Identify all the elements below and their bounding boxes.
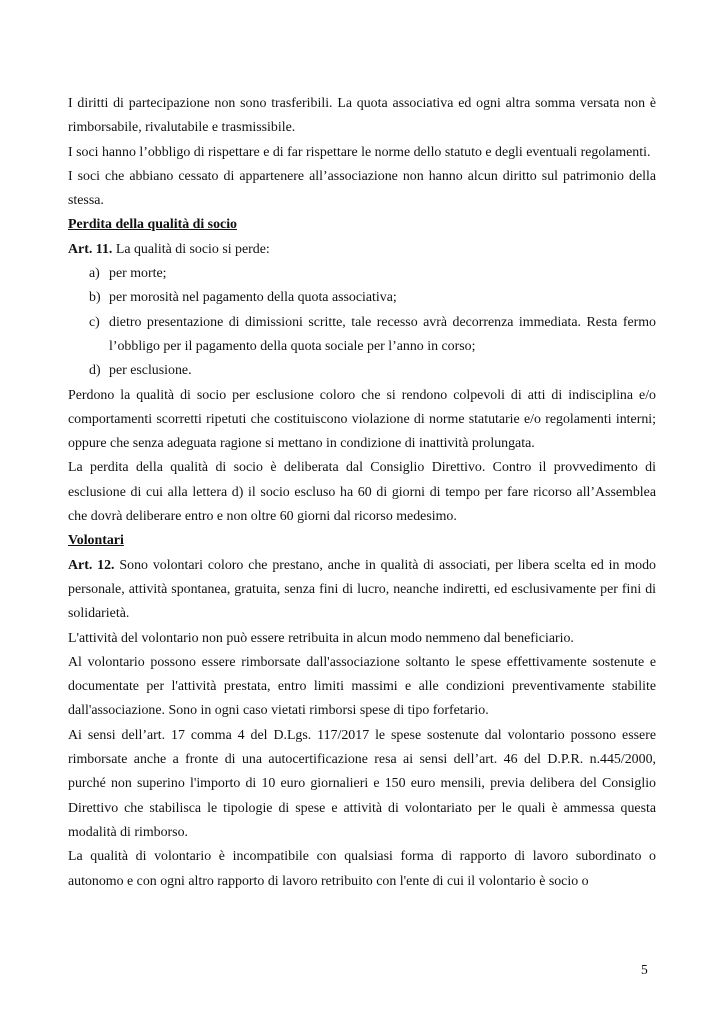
paragraph-rimborso-spese: Al volontario possono essere rimborsate dall'associazione soltanto le spese effettivamente sostenute e documentate per l'attività prestata, entro limiti massimi e alle condizioni preventivamente stabilite dall'associazione. Sono in ogni caso vietati rimborsi spese di tipo forfetario.: [68, 654, 656, 719]
paragraph-dlgs-autocertificazione: Ai sensi dell’art. 17 comma 4 del D.Lgs. 117/2017 le spese sostenute dal volontario possono essere rimborsate anche a fronte di una autocertificazione resa ai sensi dell’art. 46 del D.P.R. n.445/2000, purché non superino l'importo di 10 euro giornalieri e 150 euro mensili, previa delibera del Consiglio Direttivo che stabilisca le tipologie di spese e attività di volontariato per le quali è ammessa questa modalità di rimborso.: [68, 727, 656, 840]
paragraph-obblighi: I soci hanno l’obbligo di rispettare e di far rispettare le norme dello statuto e degli eventuali regolamenti.: [68, 144, 651, 160]
paragraph-deliberazione: La perdita della qualità di socio è deliberata dal Consiglio Direttivo. Contro il provvedimento di esclusione di cui alla lettera d) il socio escluso ha 60 di giorni di tempo per fare ricorso all’Assemblea che dovrà deliberare entro e non oltre 60 giorni dal ricorso medesimo.: [68, 460, 656, 525]
list-item-text: per morosità nel pagamento della quota associativa;: [109, 290, 397, 306]
list-marker: a): [89, 266, 100, 282]
paragraph-incompatibilita: La qualità di volontario è incompatibile con qualsiasi forma di rapporto di lavoro subordinato o autonomo e con ogni altro rapporto di lavoro retribuito con l'ente di cui il volontario è socio o: [68, 849, 656, 889]
list-item: [68, 286, 656, 310]
list-item: [68, 262, 656, 286]
list-marker: b): [89, 290, 101, 306]
article-11-list: [68, 262, 656, 383]
list-item-text: dietro presentazione di dimissioni scritte, tale recesso avrà decorrenza immediata. Resta fermo l’obbligo per il pagamento della quota sociale per l’anno in corso;: [109, 314, 656, 354]
paragraph-diritti: I diritti di partecipazione non sono trasferibili. La quota associativa ed ogni altra somma versata non è rimborsabile, rivalutabile e trasmissibile.: [68, 96, 656, 136]
heading-perdita-qualita-socio: Perdita della qualità di socio: [68, 217, 238, 233]
heading-volontari: Volontari: [68, 533, 124, 549]
article-11-number: Art. 11.: [68, 241, 113, 257]
list-item-text: per morte;: [109, 266, 167, 282]
article-12-intro: [68, 554, 656, 627]
list-marker: d): [89, 363, 101, 379]
paragraph-esclusione: Perdono la qualità di socio per esclusione coloro che si rendono colpevoli di atti di indisciplina e/o comportamenti scorretti ripetuti che costituiscono violazione di norme statutarie e/o regolamenti interni; oppure che senza adeguata ragione si mettano in condizione di inattività prolungata.: [68, 387, 656, 452]
article-11-intro: [68, 238, 656, 262]
list-marker: c): [89, 314, 100, 330]
list-item: [68, 311, 656, 360]
page-number: 5: [641, 962, 648, 977]
article-12-number: Art. 12.: [68, 557, 115, 573]
page-body: [68, 92, 656, 894]
article-12-text: Sono volontari coloro che prestano, anche in qualità di associati, per libera scelta ed in modo personale, attività spontanea, gratuita, senza fini di lucro, neanche indiretti, ed esclusivamente per fini di solidarietà.: [68, 557, 656, 622]
list-item: [68, 359, 656, 383]
list-item-text: per esclusione.: [109, 363, 192, 379]
article-11-text: La qualità di socio si perde:: [115, 241, 270, 257]
paragraph-cessazione: I soci che abbiano cessato di appartenere all’associazione non hanno alcun diritto sul patrimonio della stessa.: [68, 168, 656, 209]
paragraph-attivita-volontario: L'attività del volontario non può essere retribuita in alcun modo nemmeno dal beneficiario.: [68, 630, 574, 646]
